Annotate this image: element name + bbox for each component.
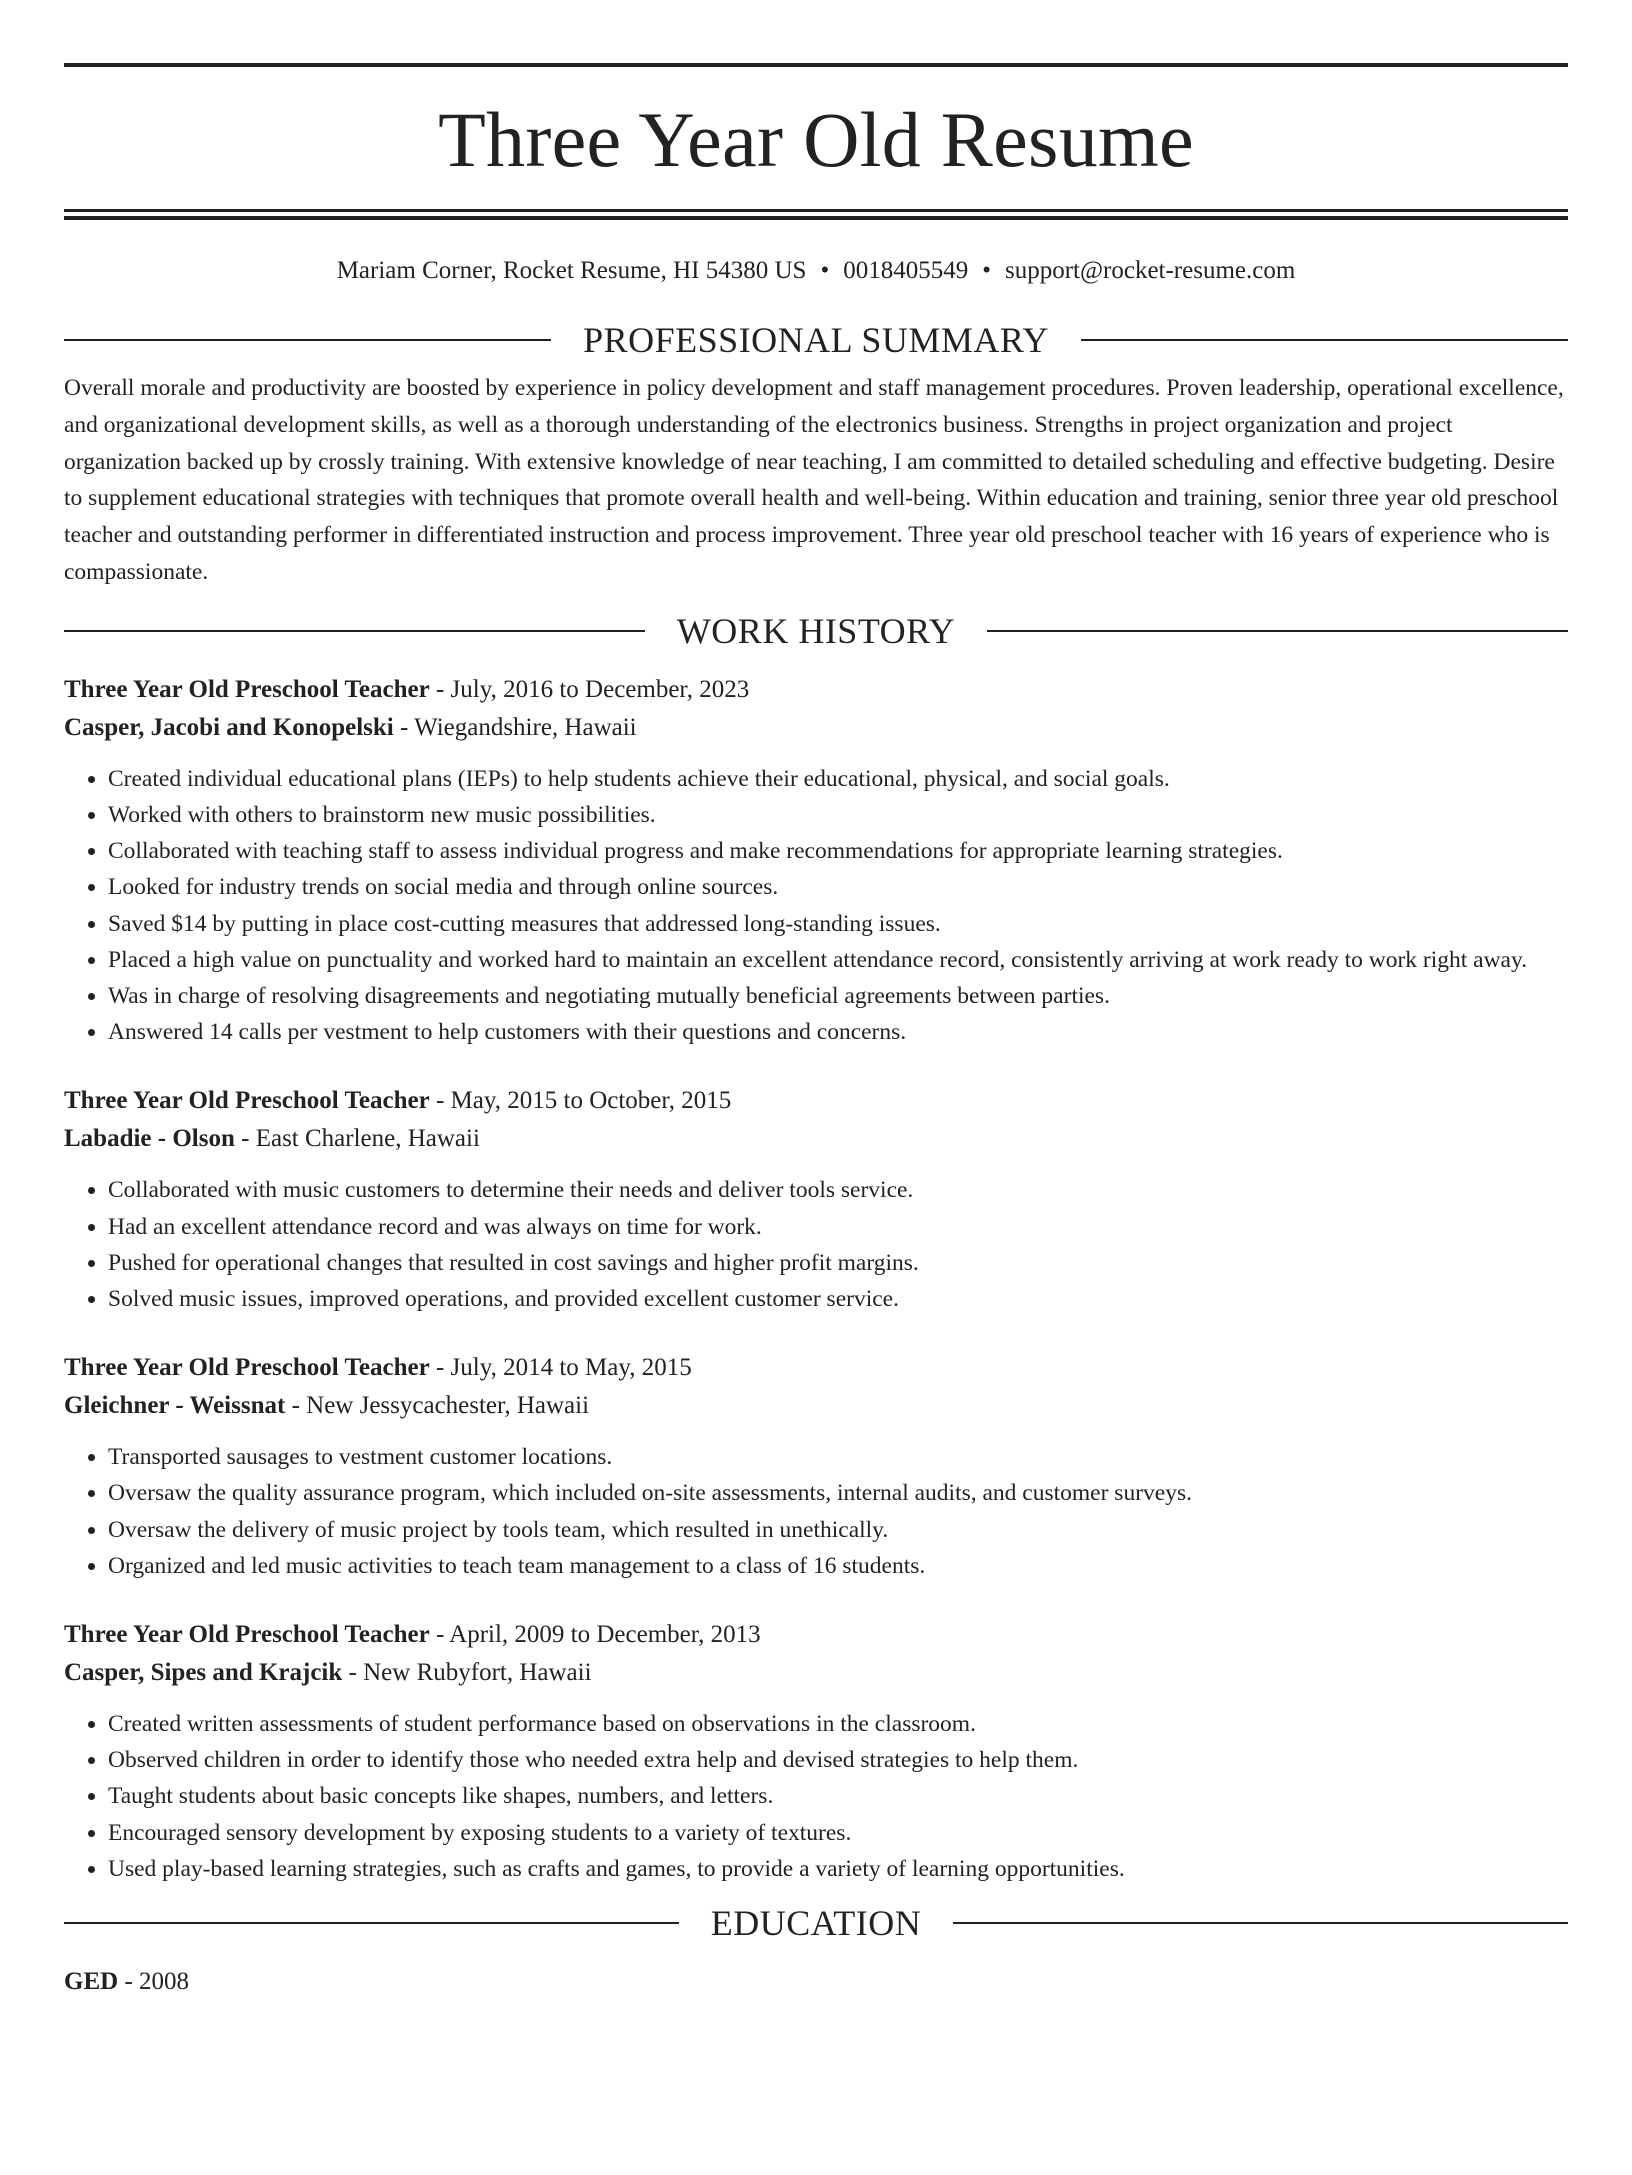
job-title: Three Year Old Preschool Teacher <box>64 1354 430 1382</box>
job-bullet-list <box>64 761 1568 1051</box>
contact-email: support@rocket-resume.com <box>1005 257 1296 284</box>
heading-rule-right <box>987 630 1568 632</box>
title-double-rule <box>64 209 1568 220</box>
job-bullet: • Looked for industry trends on social media and through online sources. <box>108 869 1568 905</box>
education-heading-label: EDUCATION <box>710 1903 922 1944</box>
job-bullet: • Created written assessments of student performance based on observations in the classroom. <box>108 1706 1568 1742</box>
job-location: - East Charlene, Hawaii <box>234 1125 480 1153</box>
job-bullet: • Organized and led music activities to teach team management to a class of 16 students. <box>108 1548 1568 1584</box>
heading-rule-left <box>64 339 551 341</box>
job-entry <box>64 1616 1568 1887</box>
job-location: - New Jessycachester, Hawaii <box>285 1392 590 1420</box>
job-bullet: • Observed children in order to identify those who needed extra help and devised strategies to help them. <box>108 1742 1568 1778</box>
job-bullet: • Answered 14 calls per vestment to help customers with their questions and concerns. <box>108 1014 1568 1050</box>
contact-line <box>64 256 1568 286</box>
education-year: - 2008 <box>118 1968 190 1996</box>
job-bullet: • Created individual educational plans (IEPs) to help students achieve their educational, physical, and social goals. <box>108 761 1568 797</box>
education-entry <box>64 1963 1568 2001</box>
job-title: Three Year Old Preschool Teacher <box>64 1621 430 1649</box>
work-history-section-heading <box>64 611 1568 651</box>
contact-separator: • <box>820 257 830 284</box>
heading-rule-right <box>953 1922 1568 1924</box>
job-bullet: • Had an excellent attendance record and was always on time for work. <box>108 1209 1568 1245</box>
job-bullet: • Taught students about basic concepts like shapes, numbers, and letters. <box>108 1778 1568 1814</box>
job-title-line <box>64 1616 1568 1654</box>
job-bullet: • Transported sausages to vestment customer locations. <box>108 1439 1568 1475</box>
job-entry <box>64 671 1568 1051</box>
job-title-line <box>64 671 1568 709</box>
job-company: Casper, Sipes and Krajcik <box>64 1659 343 1687</box>
contact-phone: 0018405549 <box>843 257 969 284</box>
job-company-line <box>64 1654 1568 1692</box>
heading-rule-left <box>64 630 645 632</box>
education-section-heading <box>64 1903 1568 1943</box>
resume-title: Three Year Old Resume <box>438 96 1194 183</box>
summary-heading-label: PROFESSIONAL SUMMARY <box>583 320 1049 360</box>
job-dates: - May, 2015 to October, 2015 <box>429 1087 732 1115</box>
job-title: Three Year Old Preschool Teacher <box>64 1087 430 1115</box>
job-company-line <box>64 709 1568 747</box>
job-bullet: • Used play-based learning strategies, such as crafts and games, to provide a variety of learning opportunities. <box>108 1851 1568 1887</box>
resume-page <box>0 63 1632 2175</box>
job-bullet-list <box>64 1172 1568 1317</box>
job-bullet: • Placed a high value on punctuality and worked hard to maintain an excellent attendance record, consistently arriving at work ready to work right away. <box>108 942 1568 978</box>
job-bullet: • Pushed for operational changes that resulted in cost savings and higher profit margins. <box>108 1245 1568 1281</box>
job-entry <box>64 1349 1568 1584</box>
job-location: - Wiegandshire, Hawaii <box>393 713 637 741</box>
job-dates: - April, 2009 to December, 2013 <box>429 1621 761 1649</box>
job-bullet: • Collaborated with music customers to determine their needs and deliver tools service. <box>108 1172 1568 1208</box>
job-company-line <box>64 1387 1568 1425</box>
contact-separator: • <box>982 257 991 284</box>
job-bullet: • Oversaw the quality assurance program, which included on-site assessments, internal audits, and customer surveys. <box>108 1475 1568 1511</box>
job-bullet: • Worked with others to brainstorm new music possibilities. <box>108 797 1568 833</box>
education-degree: GED <box>64 1968 119 1996</box>
summary-section-heading <box>64 320 1568 360</box>
job-bullet: • Was in charge of resolving disagreements and negotiating mutually beneficial agreements between parties. <box>108 978 1568 1014</box>
job-location: - New Rubyfort, Hawaii <box>342 1659 592 1687</box>
job-dates: - July, 2016 to December, 2023 <box>429 675 750 703</box>
job-entry <box>64 1082 1568 1317</box>
heading-rule-right <box>1081 339 1568 341</box>
job-company: Casper, Jacobi and Konopelski <box>64 713 394 741</box>
job-bullet: • Oversaw the delivery of music project by tools team, which resulted in unethically. <box>108 1512 1568 1548</box>
job-title-line <box>64 1082 1568 1120</box>
summary-text: Overall morale and productivity are boosted by experience in policy development and staff management procedures. Proven leadership, operational excellence, and organizational development skills, as well as a thorough understanding of the electronics business. Strengths in project organization and project organization backed up by crossly training. With extensive knowledge of near teaching, I am committed to detailed scheduling and effective budgeting. Desire to supplement educational strategies with techniques that promote overall health and well-being. Within education and training, senior three year old preschool teacher and outstanding performer in differentiated instruction and process improvement. Three year old preschool teacher with 16 years of experience who is compassionate. <box>64 375 1564 585</box>
job-bullet: • Encouraged sensory development by exposing students to a variety of textures. <box>108 1815 1568 1851</box>
contact-address: Mariam Corner, Rocket Resume, HI 54380 US <box>336 257 807 284</box>
heading-rule-left <box>64 1922 679 1924</box>
work-history-heading-label: WORK HISTORY <box>676 610 956 651</box>
job-company: Gleichner - Weissnat <box>64 1392 286 1420</box>
job-dates: - July, 2014 to May, 2015 <box>429 1354 692 1382</box>
job-bullet: • Collaborated with teaching staff to assess individual progress and make recommendations for appropriate learning strategies. <box>108 833 1568 869</box>
job-bullet: • Solved music issues, improved operations, and provided excellent customer service. <box>108 1281 1568 1317</box>
job-company-line <box>64 1120 1568 1158</box>
job-title-line <box>64 1349 1568 1387</box>
job-title: Three Year Old Preschool Teacher <box>64 675 430 703</box>
job-bullet: • Saved $14 by putting in place cost-cutting measures that addressed long-standing issues. <box>108 906 1568 942</box>
top-rule <box>64 63 1568 67</box>
education-list <box>64 1963 1568 2001</box>
work-history-list <box>64 671 1568 1887</box>
job-bullet-list <box>64 1706 1568 1887</box>
job-company: Labadie - Olson <box>64 1125 235 1153</box>
job-bullet-list <box>64 1439 1568 1584</box>
